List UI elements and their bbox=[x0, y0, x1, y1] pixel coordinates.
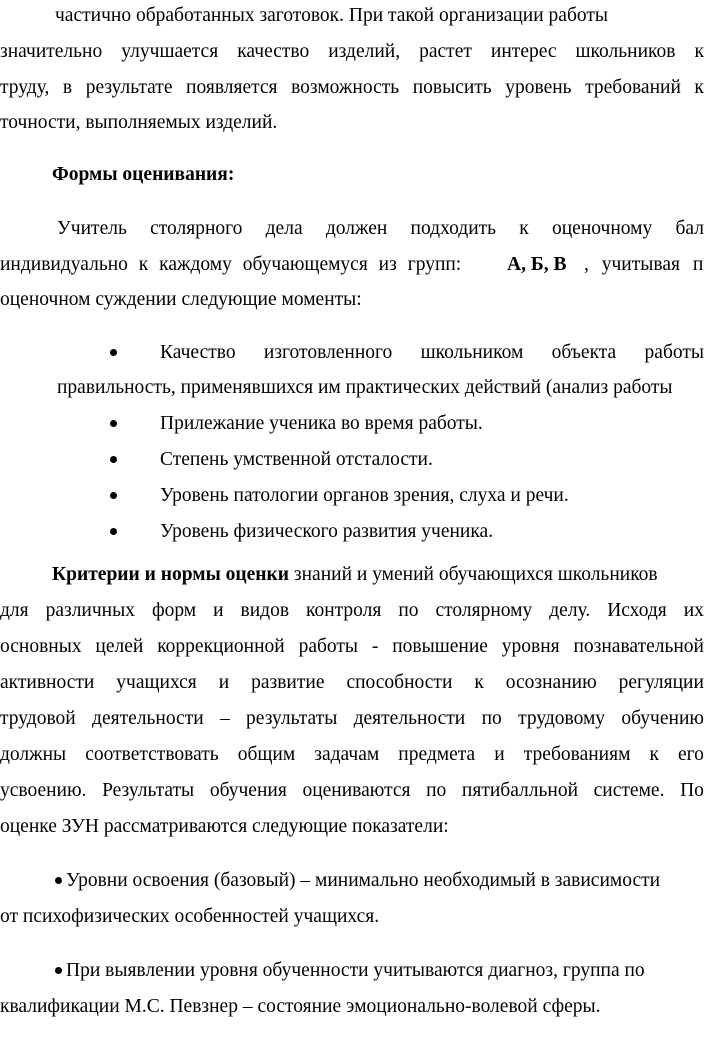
word: системе. bbox=[593, 780, 665, 801]
word: Результаты bbox=[102, 780, 195, 801]
word: Качество bbox=[160, 342, 236, 363]
p2-line-3 bbox=[0, 285, 704, 315]
word: оценочному bbox=[552, 218, 653, 239]
word: требований bbox=[585, 77, 681, 98]
word: столярному bbox=[435, 600, 533, 621]
word: и bbox=[213, 600, 224, 621]
p2-line-1 bbox=[57, 214, 704, 244]
word: – bbox=[219, 708, 230, 729]
p3-line-2 bbox=[0, 596, 704, 626]
word: пятибалльной bbox=[461, 780, 579, 801]
list2-item-1-line-1 bbox=[66, 866, 704, 896]
list1-item-3 bbox=[160, 445, 704, 475]
word: результаты bbox=[246, 708, 338, 729]
list2-item-1-line-1-text: Уровни освоения (базовый) – минимально необходимый в зависимости bbox=[66, 870, 661, 891]
word: учащихся bbox=[116, 672, 197, 693]
word: повышение bbox=[392, 636, 488, 657]
word: деятельности bbox=[353, 708, 466, 729]
bullet-dot bbox=[55, 877, 62, 884]
p3-line-8-text: оценке ЗУН рассматриваются следующие показатели: bbox=[0, 816, 449, 837]
word: видов bbox=[240, 600, 290, 621]
bullet-dot bbox=[110, 349, 117, 356]
word: должен bbox=[325, 218, 388, 239]
word: подходить bbox=[410, 218, 497, 239]
bullet-dot bbox=[110, 528, 117, 535]
list2-item-2-line-1 bbox=[66, 956, 704, 986]
word: по bbox=[426, 780, 447, 801]
word: По bbox=[680, 780, 704, 801]
word: по bbox=[398, 600, 419, 621]
word: форм bbox=[151, 600, 197, 621]
list2-item-2-line-1-text: При выявлении уровня обученности учитываются диагноз, группа по bbox=[66, 960, 645, 981]
p3-line-1 bbox=[52, 560, 704, 590]
word: возможность bbox=[291, 77, 400, 98]
p2-line-2-groups: А, Б, В bbox=[507, 254, 567, 275]
word: улучшается bbox=[121, 41, 219, 62]
word: в bbox=[62, 77, 73, 98]
word: результате bbox=[85, 77, 173, 98]
word: по bbox=[481, 708, 502, 729]
list1-item-2 bbox=[160, 409, 704, 439]
p1-line-1-text: частично обработанных заготовок. При такой организации работы bbox=[55, 5, 608, 26]
word: к bbox=[694, 77, 704, 98]
word: для bbox=[0, 600, 29, 621]
list1-item-4 bbox=[160, 481, 704, 511]
word: познавательной bbox=[573, 636, 704, 657]
word: коррекционной bbox=[157, 636, 285, 657]
list2-item-2-line-2-text: квалификации М.С. Певзнер – состояние эмоционально-волевой сферы. bbox=[0, 996, 601, 1017]
list1-item-4-text: Уровень патологии органов зрения, слуха и речи. bbox=[160, 485, 569, 506]
list2-item-1-line-2-text: от психофизических особенностей учащихся. bbox=[0, 906, 380, 927]
word: столярного bbox=[150, 218, 243, 239]
word: оцениваются bbox=[302, 780, 411, 801]
p1-line-2 bbox=[0, 37, 704, 67]
word: предмета bbox=[398, 744, 476, 765]
p3-line-6 bbox=[0, 740, 704, 770]
word: регуляции bbox=[618, 672, 704, 693]
word: бал bbox=[675, 218, 704, 239]
word: работы bbox=[644, 342, 704, 363]
word: задачам bbox=[314, 744, 380, 765]
word: усвоению. bbox=[0, 780, 87, 801]
list2-item-1-line-2 bbox=[0, 902, 704, 932]
word: и bbox=[218, 672, 230, 693]
list1-item-1-line-2-text: правильность, применявшихся им практических действий (анализ работы bbox=[57, 377, 673, 398]
p2-line-2-post: , учитывая п bbox=[584, 254, 704, 275]
word: способности bbox=[346, 672, 453, 693]
section-heading bbox=[52, 160, 704, 190]
p3-line-1-rest: знаний и умений обучающихся школьников bbox=[289, 564, 658, 585]
word: изготовленного bbox=[263, 342, 393, 363]
p3-line-4 bbox=[0, 668, 704, 698]
list1-item-5 bbox=[160, 517, 704, 547]
bullet-dot bbox=[110, 420, 117, 427]
word: к bbox=[519, 218, 529, 239]
word: целей bbox=[95, 636, 144, 657]
word: уровня bbox=[501, 636, 560, 657]
word: к bbox=[474, 672, 484, 693]
word: и bbox=[494, 744, 505, 765]
word: Исходя bbox=[607, 600, 667, 621]
word: объекта bbox=[551, 342, 617, 363]
word: школьников bbox=[575, 41, 676, 62]
word: - bbox=[371, 636, 379, 657]
word: осознанию bbox=[505, 672, 597, 693]
word: делу. bbox=[549, 600, 591, 621]
word: Учитель bbox=[57, 218, 127, 239]
list2-item-2-line-2 bbox=[0, 992, 704, 1022]
word: деятельности bbox=[92, 708, 204, 729]
p3-line-7 bbox=[0, 776, 704, 806]
list1-item-5-text: Уровень физического развития ученика. bbox=[160, 521, 494, 542]
word: растет bbox=[419, 41, 472, 62]
section-heading-text: Формы оценивания: bbox=[52, 164, 235, 185]
p1-line-4-text: точности, выполняемых изделий. bbox=[0, 112, 278, 133]
word: к bbox=[649, 744, 659, 765]
word: общим bbox=[237, 744, 296, 765]
word: обучению bbox=[621, 708, 704, 729]
word: повысить bbox=[412, 77, 492, 98]
word: развитие bbox=[251, 672, 325, 693]
word: соответствовать bbox=[85, 744, 219, 765]
list1-item-1-line-1 bbox=[160, 338, 704, 368]
bullet-dot bbox=[55, 967, 62, 974]
p3-line-8 bbox=[0, 812, 704, 842]
word: контроля bbox=[306, 600, 382, 621]
word: трудовой bbox=[0, 708, 76, 729]
p1-line-3 bbox=[0, 73, 704, 103]
p1-line-4 bbox=[0, 108, 704, 138]
word: изделий, bbox=[328, 41, 401, 62]
list1-item-1-line-2 bbox=[57, 373, 704, 403]
word: их bbox=[683, 600, 704, 621]
p3-line-3 bbox=[0, 632, 704, 662]
word: основных bbox=[0, 636, 82, 657]
word: качество bbox=[237, 41, 310, 62]
p2-line-2 bbox=[0, 250, 704, 280]
word: различных bbox=[45, 600, 135, 621]
word: к bbox=[694, 41, 704, 62]
word: интерес bbox=[490, 41, 557, 62]
word: труду, bbox=[0, 77, 50, 98]
list1-item-3-text: Степень умственной отсталости. bbox=[160, 449, 433, 470]
bullet-dot bbox=[110, 456, 117, 463]
list1-item-2-text: Прилежание ученика во время работы. bbox=[160, 413, 483, 434]
word: активности bbox=[0, 672, 95, 693]
word: работы bbox=[298, 636, 359, 657]
p2-line-3-text: оценочном суждении следующие моменты: bbox=[0, 289, 362, 310]
word: трудовому bbox=[518, 708, 606, 729]
word: школьником bbox=[420, 342, 524, 363]
word: уровень bbox=[505, 77, 572, 98]
word: должны bbox=[0, 744, 67, 765]
p3-bold-lead: Критерии и нормы оценки bbox=[52, 564, 290, 585]
word: дела bbox=[265, 218, 303, 239]
word: обучения bbox=[209, 780, 287, 801]
p3-line-5 bbox=[0, 704, 704, 734]
p2-line-2-pre: индивидуально к каждому обучающемуся из групп: bbox=[0, 254, 462, 275]
word: его bbox=[678, 744, 704, 765]
bullet-dot bbox=[110, 492, 117, 499]
word: требованиям bbox=[523, 744, 631, 765]
word: значительно bbox=[0, 41, 103, 62]
word: появляется bbox=[186, 77, 278, 98]
p1-line-1 bbox=[55, 1, 704, 31]
